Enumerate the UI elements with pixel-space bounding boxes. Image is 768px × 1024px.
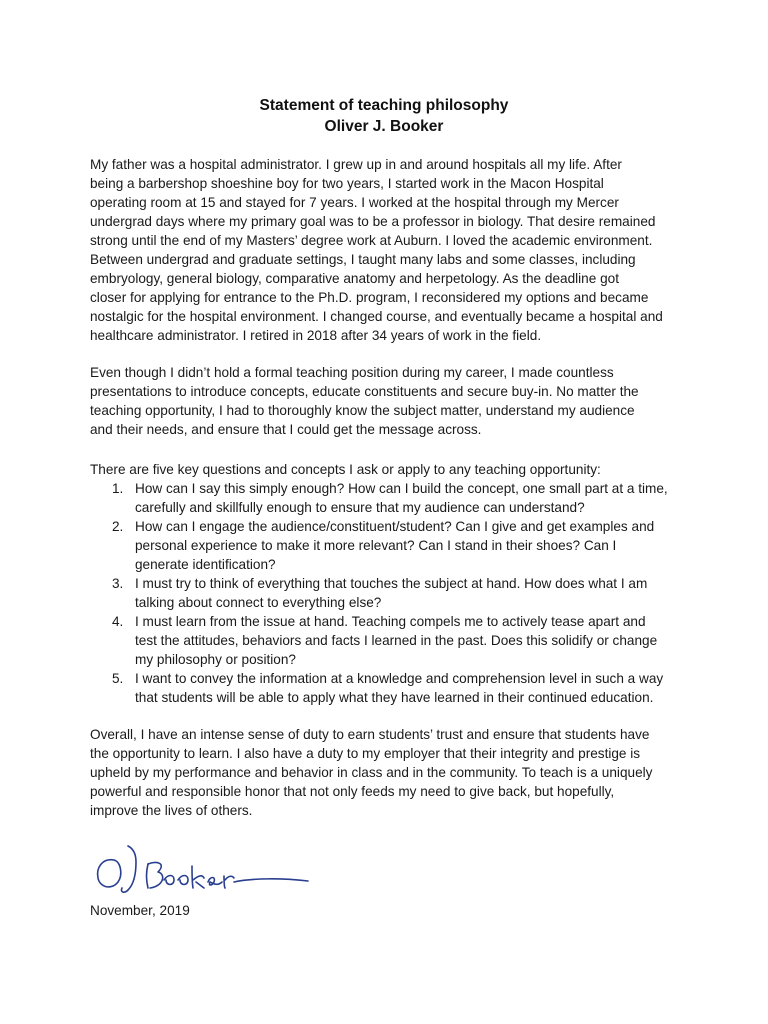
list-item-line: How can I say this simply enough? How can I build the concept, one small part at a time, (135, 481, 668, 496)
list-item-number: 4. (112, 614, 124, 629)
document-title: Statement of teaching philosophy (259, 97, 509, 114)
author-name: Oliver J. Booker (324, 118, 444, 135)
paragraph-line: embryology, general biology, comparative anatomy and herpetology. As the deadline got (90, 271, 619, 286)
list-item-line: generate identification? (135, 557, 276, 572)
document-date: November, 2019 (90, 903, 190, 918)
paragraph-line: strong until the end of my Masters’ degree work at Auburn. I loved the academic environment. (90, 233, 653, 248)
paragraph-line: and their needs, and ensure that I could get the message across. (90, 422, 482, 437)
title-block (0, 95, 768, 137)
paragraph-line: the opportunity to learn. I also have a duty to my employer that their integrity and prestige is (90, 746, 641, 761)
list-item-line: How can I engage the audience/constituent/student? Can I give and get examples and (135, 519, 655, 534)
paragraph-line: nostalgic for the hospital environment. I changed course, and eventually became a hospital and (90, 309, 663, 324)
list-item-number: 1. (112, 481, 124, 496)
list-item-number: 2. (112, 519, 124, 534)
paragraph-line: Between undergrad and graduate settings, I taught many labs and some classes, including (90, 252, 636, 267)
paragraph-line: Even though I didn’t hold a formal teaching position during my career, I made countless (90, 365, 614, 380)
list-item-line: carefully and skillfully enough to ensure that my audience can understand? (135, 500, 585, 515)
paragraph-background (90, 155, 682, 345)
list-intro (90, 460, 682, 479)
list-intro-line: There are five key questions and concepts I ask or apply to any teaching opportunity: (90, 462, 601, 477)
list-item-line: my philosophy or position? (135, 652, 296, 667)
list-item (90, 669, 690, 707)
list-item-line: I must learn from the issue at hand. Teaching compels me to actively tease apart and (135, 614, 646, 629)
paragraph-line: closer for applying for entrance to the Ph.D. program, I reconsidered my options and became (90, 290, 649, 305)
paragraph-line: presentations to introduce concepts, educate constituents and secure buy-in. No matter the (90, 384, 639, 399)
list-item-line: talking about connect to everything else? (135, 595, 382, 610)
list-item (90, 479, 690, 517)
list-item-line: that students will be able to apply what they have learned in their continued education. (135, 690, 654, 705)
list-item-line: test the attitudes, behaviors and facts I learned in the past. Does this solidify or change (135, 633, 658, 648)
paragraph-presentations (90, 363, 682, 439)
paragraph-line: improve the lives of others. (90, 803, 253, 818)
paragraph-line: teaching opportunity, I had to thoroughly know the subject matter, understand my audience (90, 403, 635, 418)
paragraph-line: undergrad days where my primary goal was to be a professor in biology. That desire remained (90, 214, 656, 229)
paragraph-line: operating room at 15 and stayed for 7 years. I worked at the hospital through my Mercer (90, 195, 619, 210)
questions-list (90, 479, 690, 707)
date-line (90, 901, 682, 920)
paragraph-line: My father was a hospital administrator. I grew up in and around hospitals all my life. After (90, 157, 622, 172)
paragraph-line: healthcare administrator. I retired in 2018 after 34 years of work in the field. (90, 328, 542, 343)
list-item-number: 5. (112, 671, 124, 686)
list-item (90, 612, 690, 669)
paragraph-line: being a barbershop shoeshine boy for two years, I started work in the Macon Hospital (90, 176, 604, 191)
list-item (90, 517, 690, 574)
list-item-number: 3. (112, 576, 124, 591)
list-item-line: personal experience to make it more relevant? Can I stand in their shoes? Can I (135, 538, 617, 553)
handwritten-signature (92, 838, 314, 900)
list-item-line: I want to convey the information at a knowledge and comprehension level in such a way (135, 671, 664, 686)
paragraph-line: upheld by my performance and behavior in class and in the community. To teach is a uniquely (90, 765, 653, 780)
list-item-line: I must try to think of everything that touches the subject at hand. How does what I am (135, 576, 648, 591)
list-item (90, 574, 690, 612)
paragraph-conclusion (90, 725, 682, 820)
paragraph-line: powerful and responsible honor that not only feeds my need to give back, but hopefully, (90, 784, 615, 799)
paragraph-line: Overall, I have an intense sense of duty to earn students’ trust and ensure that students have (90, 727, 650, 742)
signature-strokes (98, 846, 308, 892)
